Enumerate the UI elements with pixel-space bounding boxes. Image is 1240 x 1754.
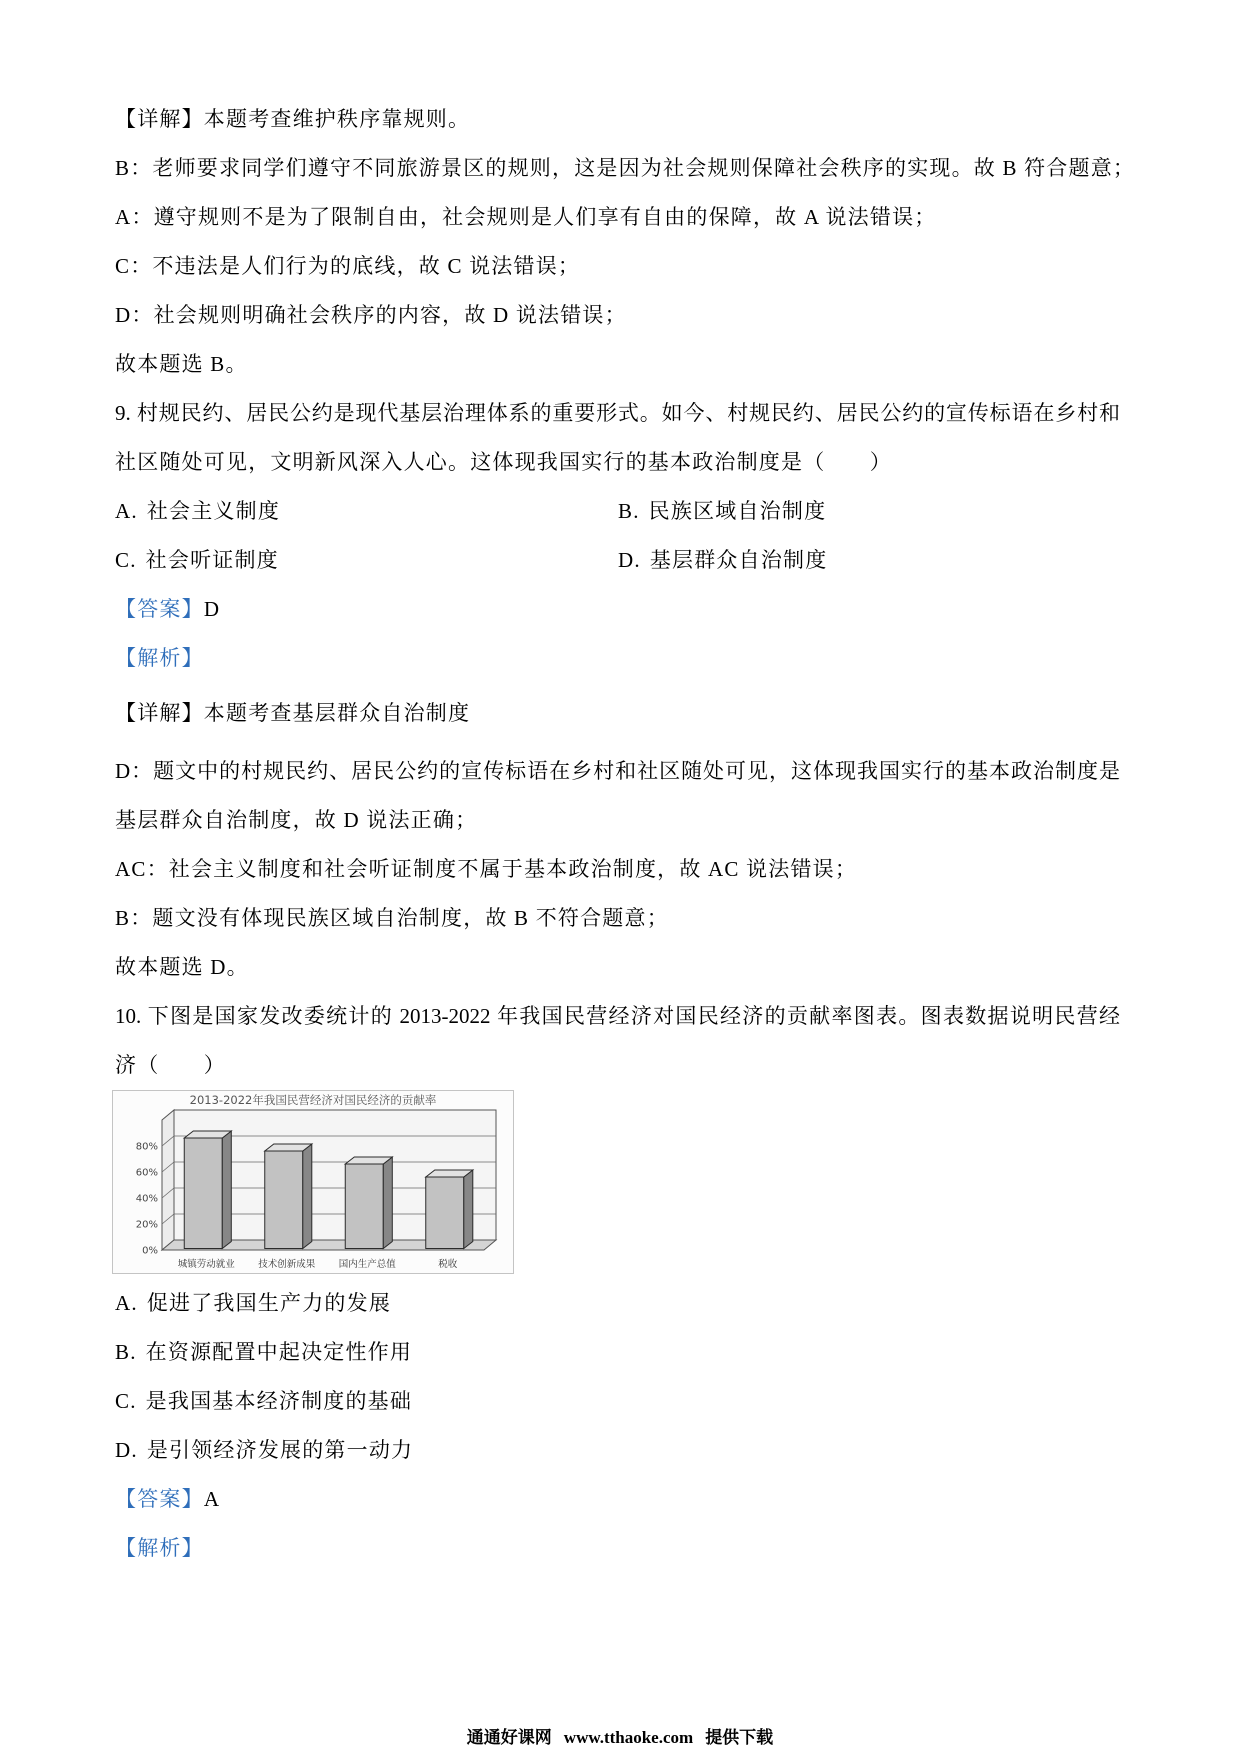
- y-tick-label: 0%: [142, 1245, 158, 1257]
- explanation-line: 基层群众自治制度，故 D 说法正确；: [115, 808, 478, 832]
- option-a: [115, 487, 618, 536]
- explanation-line: D：社会规则明确社会秩序的内容，故 D 说法错误；: [115, 303, 627, 327]
- answer-label: 【答案】: [115, 597, 204, 621]
- answer-line: [115, 1475, 1155, 1524]
- option-text: 在资源配置中起决定性作用: [145, 1340, 413, 1364]
- side-wall: [162, 1110, 174, 1250]
- question-stem: 社区随处可见，文明新风深入人心。这体现我国实行的基本政治制度是（ ）: [115, 450, 892, 474]
- bar-top-face: [426, 1170, 473, 1177]
- option-text: 社会听证制度: [145, 548, 279, 572]
- option-label: D.: [618, 548, 641, 572]
- chart-bar: [426, 1170, 473, 1249]
- option-a: [115, 1279, 1155, 1328]
- footer-site: 通通好课网: [466, 1728, 552, 1747]
- bar-side-face: [383, 1157, 392, 1249]
- options-row: [115, 487, 1155, 536]
- bar-front-face: [265, 1151, 303, 1249]
- option-c: [115, 1377, 1155, 1426]
- y-tick-label: 80%: [135, 1141, 158, 1153]
- question-stem: 9. 村规民约、居民公约是现代基层治理体系的重要形式。如今、村规民约、居民公约的宣传标语在乡村和: [115, 401, 1120, 425]
- bar-top-face: [265, 1144, 312, 1151]
- analysis-label: 【解析】: [115, 646, 204, 670]
- bar-front-face: [345, 1164, 383, 1249]
- x-tick-label: 城镇劳动就业: [177, 1259, 235, 1270]
- bar-side-face: [464, 1170, 473, 1249]
- x-tick-label: 技术创新成果: [258, 1259, 316, 1270]
- option-b: [115, 1328, 1155, 1377]
- explanation-line: AC：社会主义制度和社会听证制度不属于基本政治制度，故 AC 说法错误；: [115, 857, 858, 881]
- y-tick-label: 40%: [135, 1193, 158, 1205]
- question-stem: 10. 下图是国家发改委统计的 2013-2022 年我国民营经济对国民经济的贡献率图表。图表数据说明民营经: [115, 1004, 1120, 1028]
- answer-label: 【答案】: [115, 1487, 204, 1511]
- option-text: 基层群众自治制度: [649, 548, 828, 572]
- page-content: [115, 95, 1155, 1573]
- bar-top-face: [184, 1131, 231, 1138]
- explanation-line: A：遵守规则不是为了限制自由，社会规则是人们享有自由的保障，故 A 说法错误；: [115, 205, 937, 229]
- explanation-line: B：老师要求同学们遵守不同旅游景区的规则，这是因为社会规则保障社会秩序的实现。故 B 符合题意；: [115, 156, 1136, 180]
- options-row: [115, 536, 1155, 585]
- option-label: B.: [618, 499, 640, 523]
- explanation-conclusion: 故本题选 D。: [115, 955, 249, 979]
- analysis-label: 【解析】: [115, 1536, 204, 1560]
- option-text: 是我国基本经济制度的基础: [145, 1389, 413, 1413]
- option-text: 民族区域自治制度: [648, 499, 827, 523]
- x-tick-label: 国内生产总值: [338, 1259, 396, 1270]
- footer-url: www.tthaoke.com: [563, 1728, 694, 1747]
- option-d: [618, 536, 1121, 585]
- y-tick-label: 60%: [135, 1167, 158, 1179]
- chart-title: 2013-2022年我国民营经济对国民经济的贡献率: [189, 1093, 437, 1107]
- footer-suffix: 提供下载: [705, 1728, 774, 1747]
- page-footer: [0, 1725, 1240, 1751]
- bar-top-face: [345, 1157, 392, 1164]
- answer-value: D: [203, 597, 221, 621]
- explanation-line: B：题文没有体现民族区域自治制度，故 B 不符合题意；: [115, 906, 669, 930]
- explanation-conclusion: 故本题选 B。: [115, 352, 248, 376]
- chart-bar: [184, 1131, 231, 1249]
- option-label: C.: [115, 1389, 137, 1413]
- chart-svg: [112, 1090, 514, 1274]
- option-label: B.: [115, 1340, 137, 1364]
- bar-side-face: [303, 1144, 312, 1249]
- bar-front-face: [426, 1177, 464, 1249]
- analysis-line: [115, 1524, 1155, 1573]
- option-label: A.: [115, 1291, 138, 1315]
- answer-line: [115, 585, 1155, 634]
- x-tick-label: 税收: [438, 1259, 458, 1270]
- contribution-chart: [112, 1090, 514, 1274]
- question-stem: 济（ ）: [115, 1053, 226, 1077]
- y-tick-label: 20%: [135, 1219, 158, 1231]
- explanation-line: D：题文中的村规民约、居民公约的宣传标语在乡村和社区随处可见，这体现我国实行的基本政治制度是: [115, 759, 1120, 783]
- answer-value: A: [203, 1487, 221, 1511]
- analysis-line: [115, 634, 1155, 683]
- chart-bar: [265, 1144, 312, 1249]
- option-text: 促进了我国生产力的发展: [146, 1291, 392, 1315]
- option-label: A.: [115, 499, 138, 523]
- option-label: C.: [115, 548, 137, 572]
- explanation-detail: 【详解】本题考查基层群众自治制度: [115, 701, 471, 725]
- option-text: 是引领经济发展的第一动力: [146, 1438, 414, 1462]
- option-b: [618, 487, 1121, 536]
- explanation-line: C：不违法是人们行为的底线，故 C 说法错误；: [115, 254, 581, 278]
- option-label: D.: [115, 1438, 138, 1462]
- chart-bar: [345, 1157, 392, 1249]
- option-d: [115, 1426, 1155, 1475]
- explanation-detail: 【详解】本题考查维护秩序靠规则。: [115, 107, 471, 131]
- option-text: 社会主义制度: [146, 499, 281, 523]
- bar-front-face: [184, 1138, 222, 1249]
- option-c: [115, 536, 618, 585]
- bar-side-face: [222, 1131, 231, 1249]
